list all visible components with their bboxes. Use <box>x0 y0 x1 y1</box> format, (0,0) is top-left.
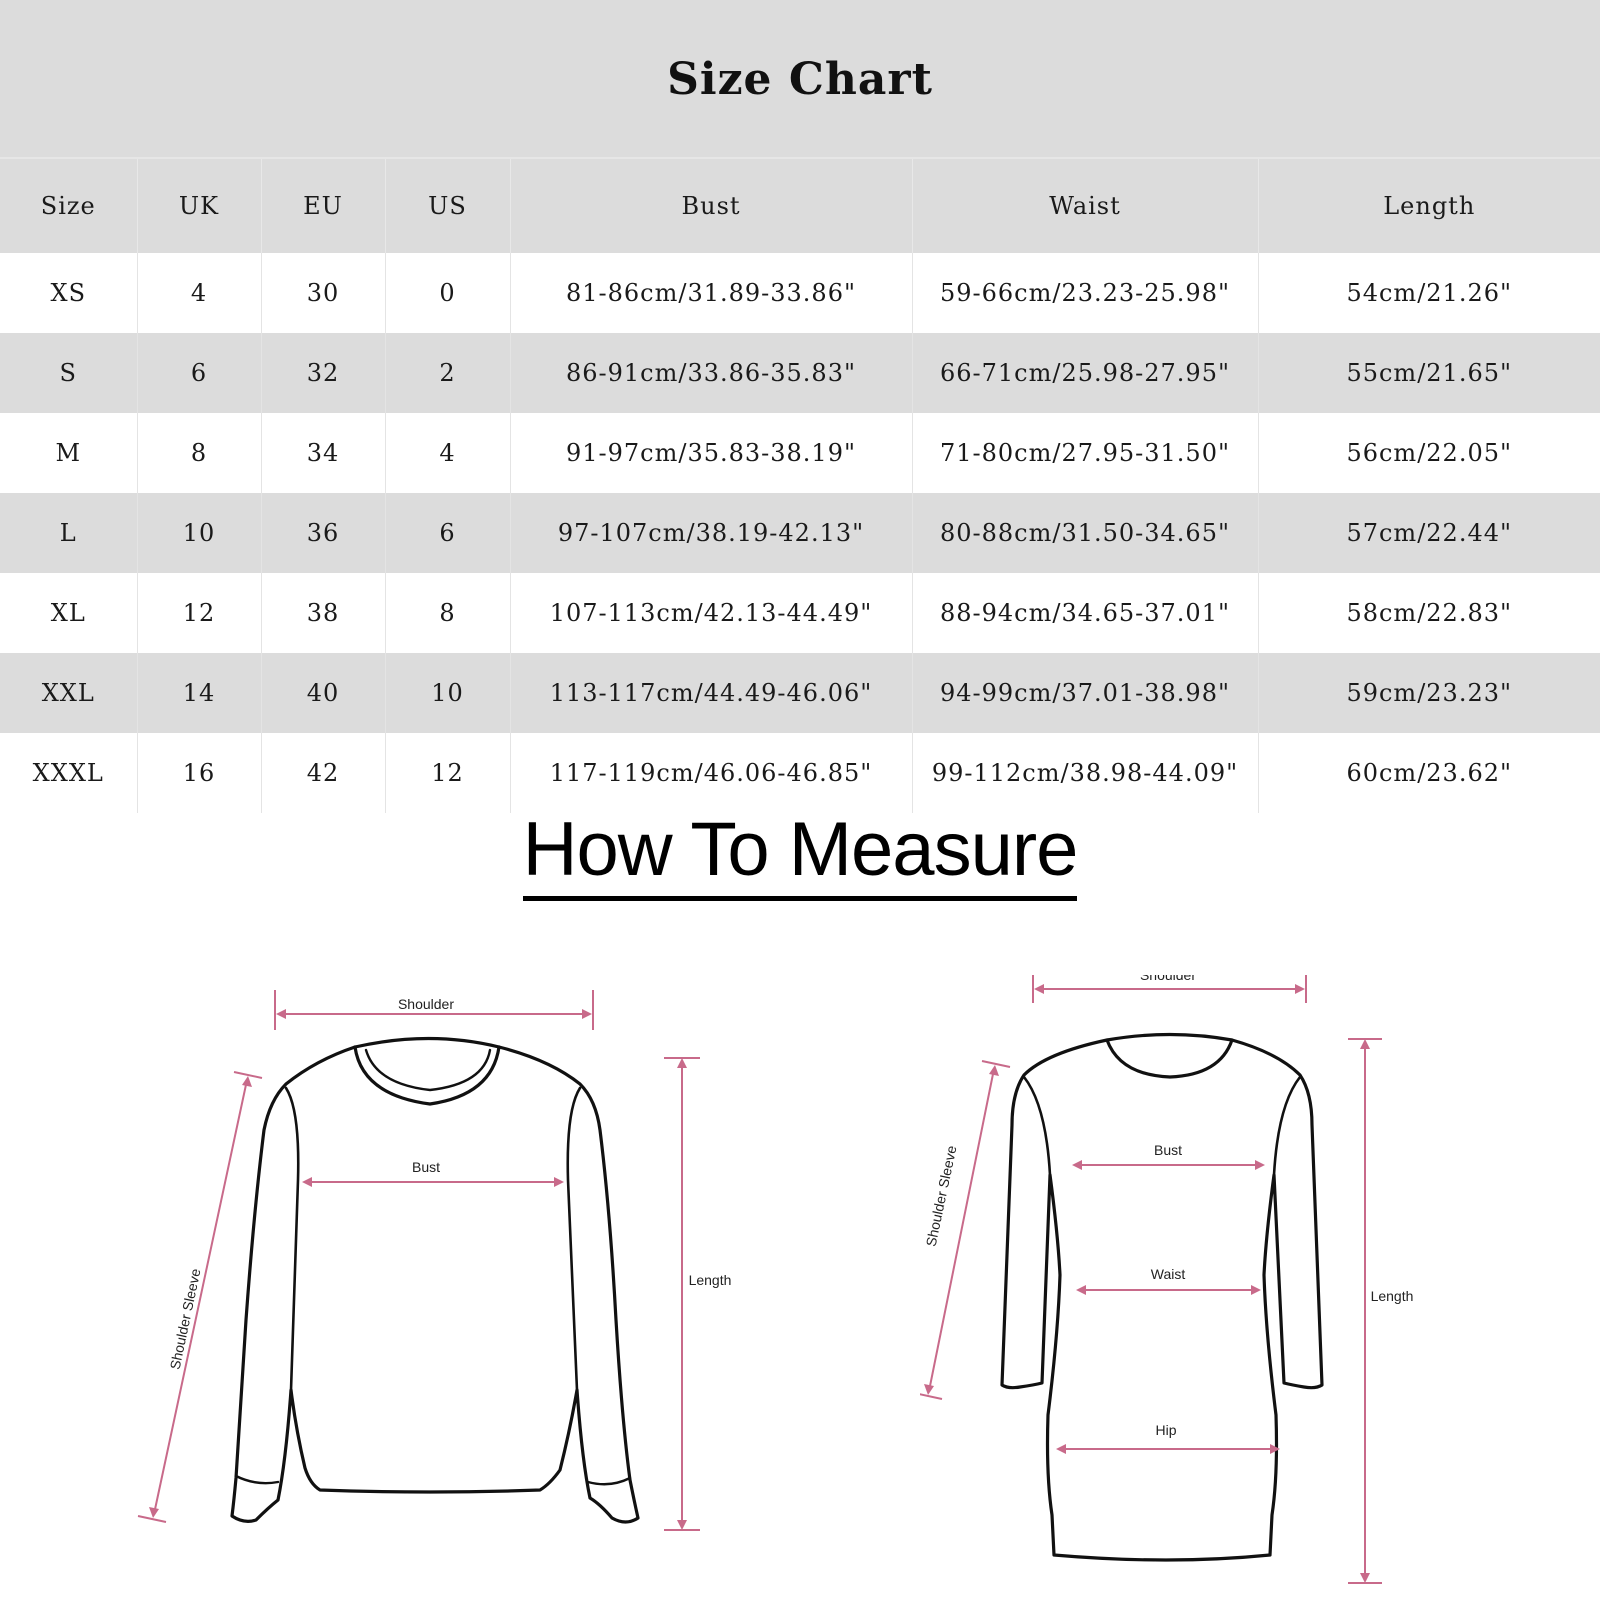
cell-length: 60cm/23.62" <box>1258 733 1600 813</box>
dress-hip-label: Hip <box>1155 1422 1177 1438</box>
table-row <box>0 653 1600 733</box>
column-header-bust: Bust <box>510 158 912 253</box>
sweater-length-label: Length <box>688 1272 732 1288</box>
column-header-eu: EU <box>261 158 385 253</box>
cell-size: L <box>59 519 77 547</box>
cell-size: S <box>59 359 77 387</box>
dress-length-measure <box>1348 1039 1413 1583</box>
dress-outline <box>1002 1035 1322 1561</box>
cell-us: 12 <box>385 733 510 813</box>
cell-waist: 59-66cm/23.23-25.98" <box>912 253 1258 333</box>
sweater-length-measure <box>664 1058 731 1530</box>
dress-bust-label: Bust <box>1153 1142 1183 1158</box>
cell-us: 10 <box>385 653 510 733</box>
cell-bust: 113-117cm/44.49-46.06" <box>510 653 912 733</box>
cell-us: 6 <box>385 493 510 573</box>
cell-eu: 36 <box>261 493 385 573</box>
dress-sleeve-label: Shoulder Sleeve <box>922 1144 960 1248</box>
sweater-bust-label: Bust <box>411 1159 441 1175</box>
cell-uk: 6 <box>137 333 261 413</box>
column-header-size: Size <box>0 158 137 253</box>
sweater-shoulder-measure <box>275 990 593 1030</box>
cell-us: 2 <box>385 333 510 413</box>
cell-length: 59cm/23.23" <box>1258 653 1600 733</box>
cell-eu: 30 <box>261 253 385 333</box>
cell-eu: 40 <box>261 653 385 733</box>
sweater-shoulder-label: Shoulder <box>397 996 455 1012</box>
sweater-sleeve-label: Shoulder Sleeve <box>166 1267 204 1371</box>
sweater-diagram <box>130 990 750 1560</box>
table-row <box>0 253 1600 333</box>
cell-bust: 107-113cm/42.13-44.49" <box>510 573 912 653</box>
how-to-measure-title: How To Measure <box>523 806 1078 901</box>
cell-waist: 66-71cm/25.98-27.95" <box>912 333 1258 413</box>
how-to-measure-heading <box>0 806 1600 901</box>
cell-length: 58cm/22.83" <box>1258 573 1600 653</box>
cell-uk: 4 <box>137 253 261 333</box>
cell-bust: 86-91cm/33.86-35.83" <box>510 333 912 413</box>
cell-size: XXL <box>41 679 95 707</box>
cell-uk: 16 <box>137 733 261 813</box>
cell-bust: 117-119cm/46.06-46.85" <box>510 733 912 813</box>
cell-bust: 97-107cm/38.19-42.13" <box>510 493 912 573</box>
cell-length: 56cm/22.05" <box>1258 413 1600 493</box>
size-chart-header <box>0 0 1600 157</box>
table-row <box>0 333 1600 413</box>
cell-eu: 34 <box>261 413 385 493</box>
column-header-uk: UK <box>137 158 261 253</box>
size-chart-table <box>0 157 1600 813</box>
cell-us: 8 <box>385 573 510 653</box>
dress-waist-label: Waist <box>1150 1266 1186 1282</box>
column-header-waist: Waist <box>912 158 1258 253</box>
cell-length: 55cm/21.65" <box>1258 333 1600 413</box>
cell-eu: 32 <box>261 333 385 413</box>
cell-uk: 12 <box>137 573 261 653</box>
table-row <box>0 733 1600 813</box>
page-title: Size Chart <box>667 54 933 105</box>
cell-uk: 8 <box>137 413 261 493</box>
cell-length: 57cm/22.44" <box>1258 493 1600 573</box>
column-header-us: US <box>385 158 510 253</box>
cell-waist: 94-99cm/37.01-38.98" <box>912 653 1258 733</box>
cell-waist: 80-88cm/31.50-34.65" <box>912 493 1258 573</box>
table-row <box>0 493 1600 573</box>
table-row <box>0 573 1600 653</box>
cell-waist: 71-80cm/27.95-31.50" <box>912 413 1258 493</box>
dress-sleeve-measure <box>920 1061 1010 1399</box>
cell-eu: 38 <box>261 573 385 653</box>
cell-bust: 81-86cm/31.89-33.86" <box>510 253 912 333</box>
cell-us: 4 <box>385 413 510 493</box>
table-header-row <box>0 158 1600 253</box>
cell-size: XS <box>50 279 87 307</box>
dress-shoulder-label: Shoulder <box>1139 975 1197 983</box>
cell-us: 0 <box>385 253 510 333</box>
dress-shoulder-measure <box>1033 975 1306 1003</box>
cell-uk: 14 <box>137 653 261 733</box>
cell-eu: 42 <box>261 733 385 813</box>
cell-uk: 10 <box>137 493 261 573</box>
cell-bust: 91-97cm/35.83-38.19" <box>510 413 912 493</box>
cell-size: XXXL <box>32 759 104 787</box>
cell-size: M <box>55 439 82 467</box>
cell-waist: 99-112cm/38.98-44.09" <box>912 733 1258 813</box>
dress-diagram <box>920 975 1440 1595</box>
dress-length-label: Length <box>1370 1288 1414 1304</box>
cell-length: 54cm/21.26" <box>1258 253 1600 333</box>
column-header-length: Length <box>1258 158 1600 253</box>
cell-waist: 88-94cm/34.65-37.01" <box>912 573 1258 653</box>
cell-size: XL <box>50 599 86 627</box>
table-row <box>0 413 1600 493</box>
